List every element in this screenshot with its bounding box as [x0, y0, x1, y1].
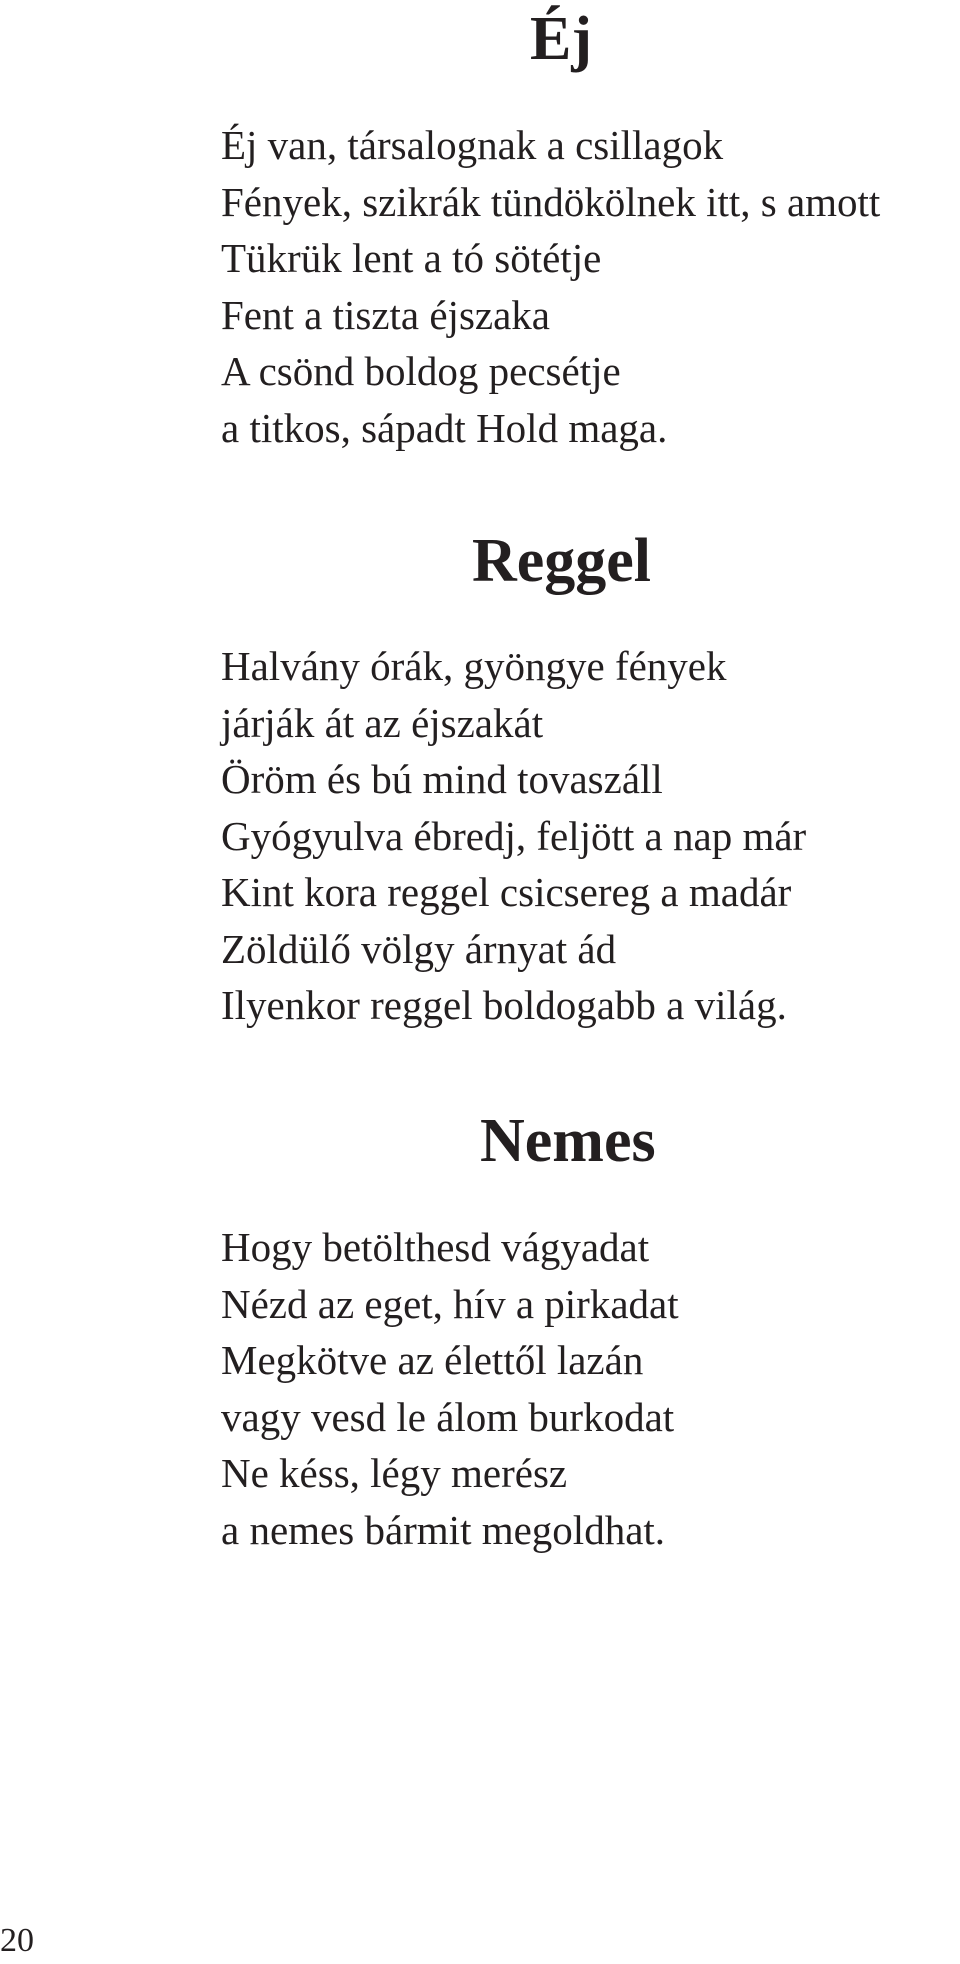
poem-title-nemes: Nemes — [480, 1107, 656, 1175]
poem-line: Éj van, társalognak a csillagok — [221, 122, 724, 168]
poem-line: a nemes bármit megoldhat. — [221, 1506, 666, 1553]
poem-line: Hogy betölthesd vágyadat — [221, 1224, 650, 1270]
poem-line: járják át az éjszakát — [221, 699, 544, 746]
poem-title-reggel: Reggel — [472, 527, 652, 595]
poem-line: A csönd boldog pecsétje — [221, 348, 621, 394]
poem-line: a titkos, sápadt Hold maga. — [221, 404, 668, 451]
poem-body-nemes — [221, 1219, 679, 1558]
poem-line: Fent a tiszta éjszaka — [221, 291, 551, 338]
poem-line: Gyógyulva ébredj, feljött a nap már — [221, 812, 807, 859]
page-number: 20 — [0, 1922, 34, 1959]
poem-line: Ne késs, légy merész — [221, 1450, 568, 1496]
poem-body-reggel — [221, 638, 806, 1034]
poem-line: vagy vesd le álom burkodat — [221, 1393, 675, 1440]
poem-line: Ilyenkor reggel boldogabb a világ. — [221, 982, 787, 1028]
poem-line: Öröm és bú mind tovaszáll — [221, 756, 663, 802]
poem-line: Fények, szikrák tündökölnek itt, s amott — [221, 178, 881, 225]
poem-title-ej: Éj — [530, 5, 592, 73]
poem-line: Nézd az eget, hív a pirkadat — [221, 1280, 679, 1327]
poem-line: Zöldülő völgy árnyat ád — [221, 925, 617, 972]
poem-line: Tükrük lent a tó sötétje — [221, 235, 602, 281]
poem-line: Kint kora reggel csicsereg a madár — [221, 869, 792, 915]
poem-line: Megkötve az élettől lazán — [221, 1337, 644, 1383]
poem-body-ej — [221, 117, 880, 456]
poem-line: Halvány órák, gyöngye fények — [221, 643, 727, 689]
